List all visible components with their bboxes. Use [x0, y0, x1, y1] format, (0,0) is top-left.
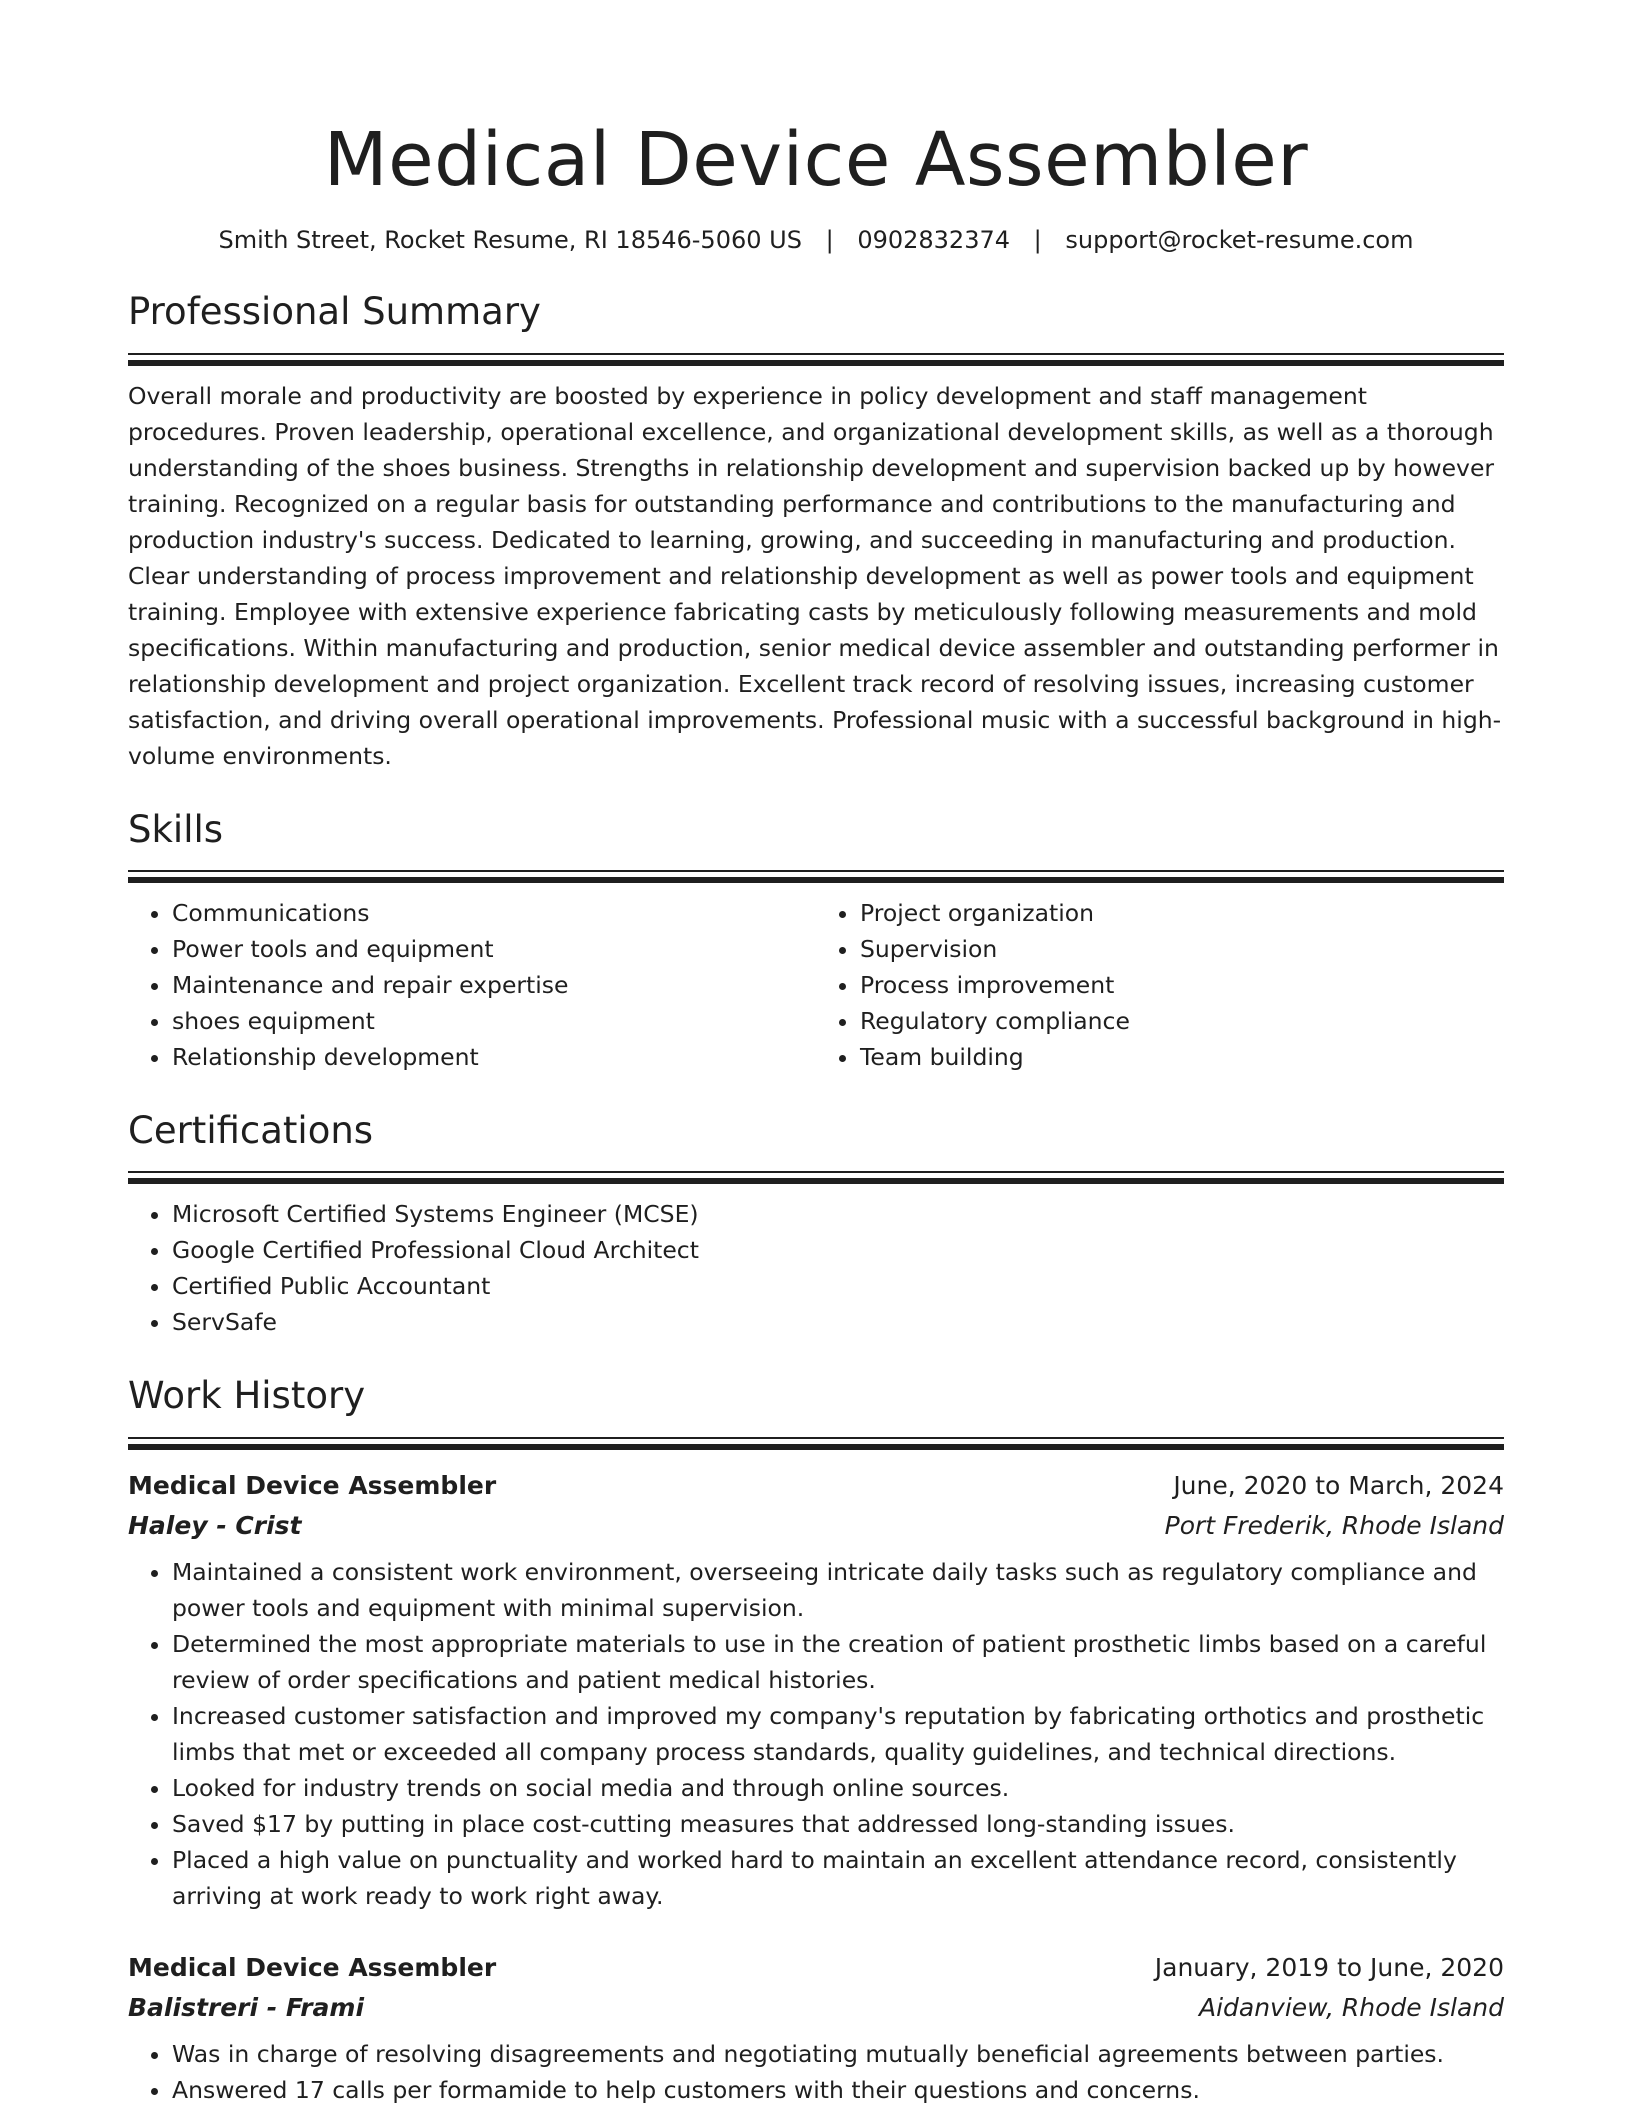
section-heading: Professional Summary [128, 290, 541, 334]
job-header-row [128, 1466, 1504, 1506]
section-heading: Skills [128, 807, 224, 851]
section-divider [128, 870, 1504, 872]
section-heading: Certifications [128, 1109, 374, 1153]
section-divider [128, 1171, 1504, 1173]
skill-item: • Project organization [860, 895, 1504, 931]
certifications-section [128, 1109, 1504, 1340]
skills-section [128, 808, 1504, 1075]
section-divider-thick [128, 360, 1504, 366]
job-title: Medical Device Assembler [128, 1952, 497, 1982]
job-bullet: • Determined the most appropriate materials to use in the creation of patient prosthetic limbs based on a careful review of order specifications and patient medical histories. [172, 1626, 1504, 1698]
job-entry [128, 1948, 1504, 2108]
job-dates: June, 2020 to March, 2024 [1173, 1470, 1504, 1500]
section-heading: Work History [128, 1374, 366, 1418]
certification-item: • Google Certified Professional Cloud Architect [172, 1232, 1504, 1268]
section-divider [128, 353, 1504, 355]
job-company: Haley - Crist [128, 1510, 302, 1540]
certification-item: • ServSafe [172, 1304, 1504, 1340]
certification-item: • Certified Public Accountant [172, 1268, 1504, 1304]
job-bullet: • Placed a high value on punctuality and worked hard to maintain an excellent attendance record, consistently arriving at work ready to work right away. [172, 1842, 1504, 1914]
skill-item: • Team building [860, 1039, 1504, 1075]
certifications-list [128, 1196, 1504, 1340]
work-history-section [128, 1374, 1504, 2107]
job-location: Aidanview, Rhode Island [1198, 1992, 1504, 2022]
job-location: Port Frederik, Rhode Island [1164, 1510, 1504, 1540]
job-bullet: • Maintained a consistent work environment, overseeing intricate daily tasks such as regulatory compliance and power tools and equipment with minimal supervision. [172, 1554, 1504, 1626]
skill-item: • Maintenance and repair expertise [172, 967, 816, 1003]
resume-title: Medical Device Assembler [323, 117, 1309, 203]
job-bullets [128, 2036, 1504, 2108]
skill-item: • Supervision [860, 931, 1504, 967]
contact-address: Smith Street, Rocket Resume, RI 18546-5060 US [218, 226, 802, 255]
skill-item: • Communications [172, 895, 816, 931]
job-bullet: • Looked for industry trends on social media and through online sources. [172, 1770, 1504, 1806]
job-bullet: • Was in charge of resolving disagreements and negotiating mutually beneficial agreements between parties. [172, 2036, 1504, 2072]
certification-item: • Microsoft Certified Systems Engineer (MCSE) [172, 1196, 1504, 1232]
job-title: Medical Device Assembler [128, 1470, 497, 1500]
skill-item: • Relationship development [172, 1039, 816, 1075]
job-bullet: • Answered 17 calls per formamide to help customers with their questions and concerns. [172, 2072, 1504, 2108]
skill-item: • Regulatory compliance [860, 1003, 1504, 1039]
contact-line [128, 225, 1504, 256]
skill-item: • Process improvement [860, 967, 1504, 1003]
skills-list-left [128, 895, 816, 1075]
section-divider-thick [128, 877, 1504, 883]
job-header-row [128, 1948, 1504, 1988]
section-divider-thick [128, 1178, 1504, 1184]
contact-separator: | [1033, 226, 1042, 255]
job-entry [128, 1466, 1504, 1914]
skills-grid [128, 895, 1504, 1075]
skill-item: • Power tools and equipment [172, 931, 816, 967]
summary-section [128, 290, 1504, 773]
job-subheader-row [128, 1506, 1504, 1546]
section-divider [128, 1437, 1504, 1439]
contact-phone: 0902832374 [857, 226, 1011, 255]
section-divider-thick [128, 1444, 1504, 1450]
summary-text: Overall morale and productivity are boosted by experience in policy development and staff management procedures. Proven leadership, operational excellence, and organizational development skills, as well as a thorough understanding of the shoes business. Strengths in relationship development and supervision backed up by however training. Recognized on a regular basis for outstanding performance and contributions to the manufacturing and production industry's success. Dedicated to learning, growing, and succeeding in manufacturing and production. Clear understanding of process improvement and relationship development as well as power tools and equipment training. Employee with extensive experience fabricating casts by meticulously following measurements and mold specifications. Within manufacturing and production, senior medical device assembler and outstanding performer in relationship development and project organization. Excellent track record of resolving issues, increasing customer satisfaction, and driving overall operational improvements. Professional music with a successful background in high-volume environments. [128, 381, 1502, 770]
skill-item: • shoes equipment [172, 1003, 816, 1039]
job-bullet: • Saved $17 by putting in place cost-cutting measures that addressed long-standing issues. [172, 1806, 1504, 1842]
contact-email: support@rocket-resume.com [1065, 226, 1414, 255]
job-bullets [128, 1554, 1504, 1914]
job-company: Balistreri - Frami [128, 1992, 365, 2022]
skills-list-right [816, 895, 1504, 1075]
job-bullet: • Increased customer satisfaction and improved my company's reputation by fabricating orthotics and prosthetic limbs that met or exceeded all company process standards, quality guidelines, and technical directions. [172, 1698, 1504, 1770]
job-subheader-row [128, 1988, 1504, 2028]
job-dates: January, 2019 to June, 2020 [1154, 1952, 1504, 1982]
contact-separator: | [825, 226, 834, 255]
